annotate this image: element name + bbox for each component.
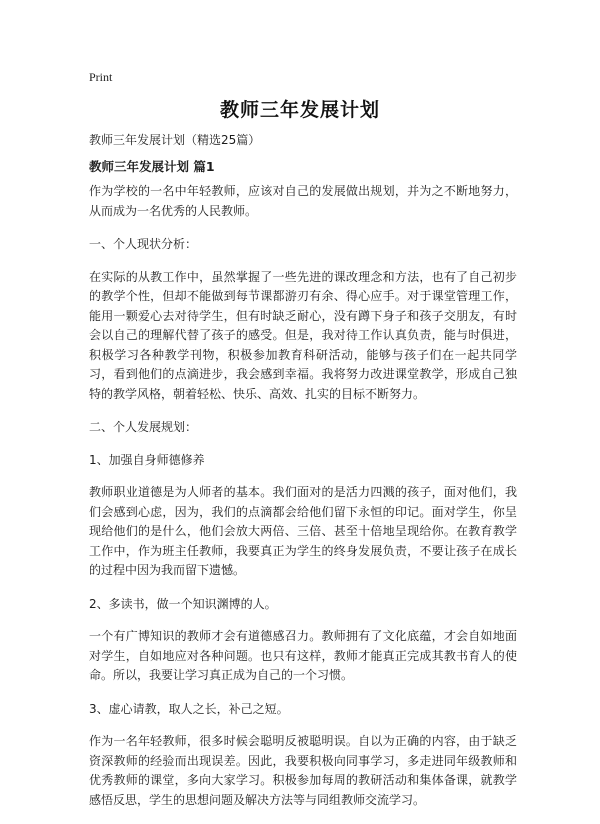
document-body [89, 131, 517, 824]
subheading-reading: 2、多读书，做一个知识渊博的人。 [89, 596, 277, 611]
document-subtitle: 教师三年发展计划（精选25篇） [89, 133, 261, 147]
reading-paragraph: 一个有广博知识的教师才会有道德感召力。教师拥有了文化底蕴，才会自如地面对学生，自如地应对各种问题。也只有这样，教师才能真正完成其教书育人的使命。所以，我要让学习真正成为自己的一个习惯。 [89, 629, 517, 682]
intro-paragraph: 作为学校的一名中年轻教师，应该对自己的发展做出规划，并为之不断地努力，从而成为一名优秀的人民教师。 [89, 184, 517, 218]
learning-paragraph: 作为一名年轻教师，很多时候会聪明反被聪明误。自以为正确的内容，由于缺乏资深教师的经验而出现误差。因此，我要积极向同事学习，多走进同年级教师和优秀教师的课堂，多向大家学习。积极参加每周的教研活动和集体备课，就教学感悟反思，学生的思想问题及解决方法等与同组教师交流学习。 [89, 734, 517, 807]
page-title: 教师三年发展计划 [219, 99, 380, 121]
status-paragraph: 在实际的从教工作中，虽然掌握了一些先进的课改理念和方法，也有了自己初步的教学个性，但却不能做到每节课都游刃有余、得心应手。对于课堂管理工作，能用一颗爱心去对待学生，但有时缺乏耐心，没有蹲下身子和孩子交朋友，有时会以自己的理解代替了孩子的感受。但是，我对待工作认真负责，能与时俱进，积极学习各种教学刊物，积极参加教育科研活动，能够与孩子们在一起共同学习，看到他们的点滴进步，我会感到幸福。我将努力改进课堂教学，形成自己独特的教学风格，朝着轻松、快乐、高效、扎实的目标不断努力。 [89, 269, 517, 401]
subheading-learning: 3、虚心请教，取人之长，补己之短。 [89, 701, 289, 716]
section-title: 教师三年发展计划 篇1 [89, 158, 215, 174]
ethics-paragraph: 教师职业道德是为人师者的基本。我们面对的是活力四溅的孩子，面对他们，我们会感到心虑，因为，我们的点滴都会给他们留下永恒的印记。面对学生，你呈现给他们的是什么，他们会放大两倍、三倍、甚至十倍地呈现给你。在教育教学工作中，作为班主任教师，我要真正为学生的终身发展负责，不要让孩子在成长的过程中因为我而留下遗憾。 [89, 485, 517, 577]
heading-development-plan: 二、个人发展规划： [89, 420, 198, 434]
heading-current-status: 一、个人现状分析： [89, 237, 198, 251]
print-link[interactable]: Print [89, 70, 113, 84]
subheading-ethics: 1、加强自身师德修养 [89, 452, 205, 467]
